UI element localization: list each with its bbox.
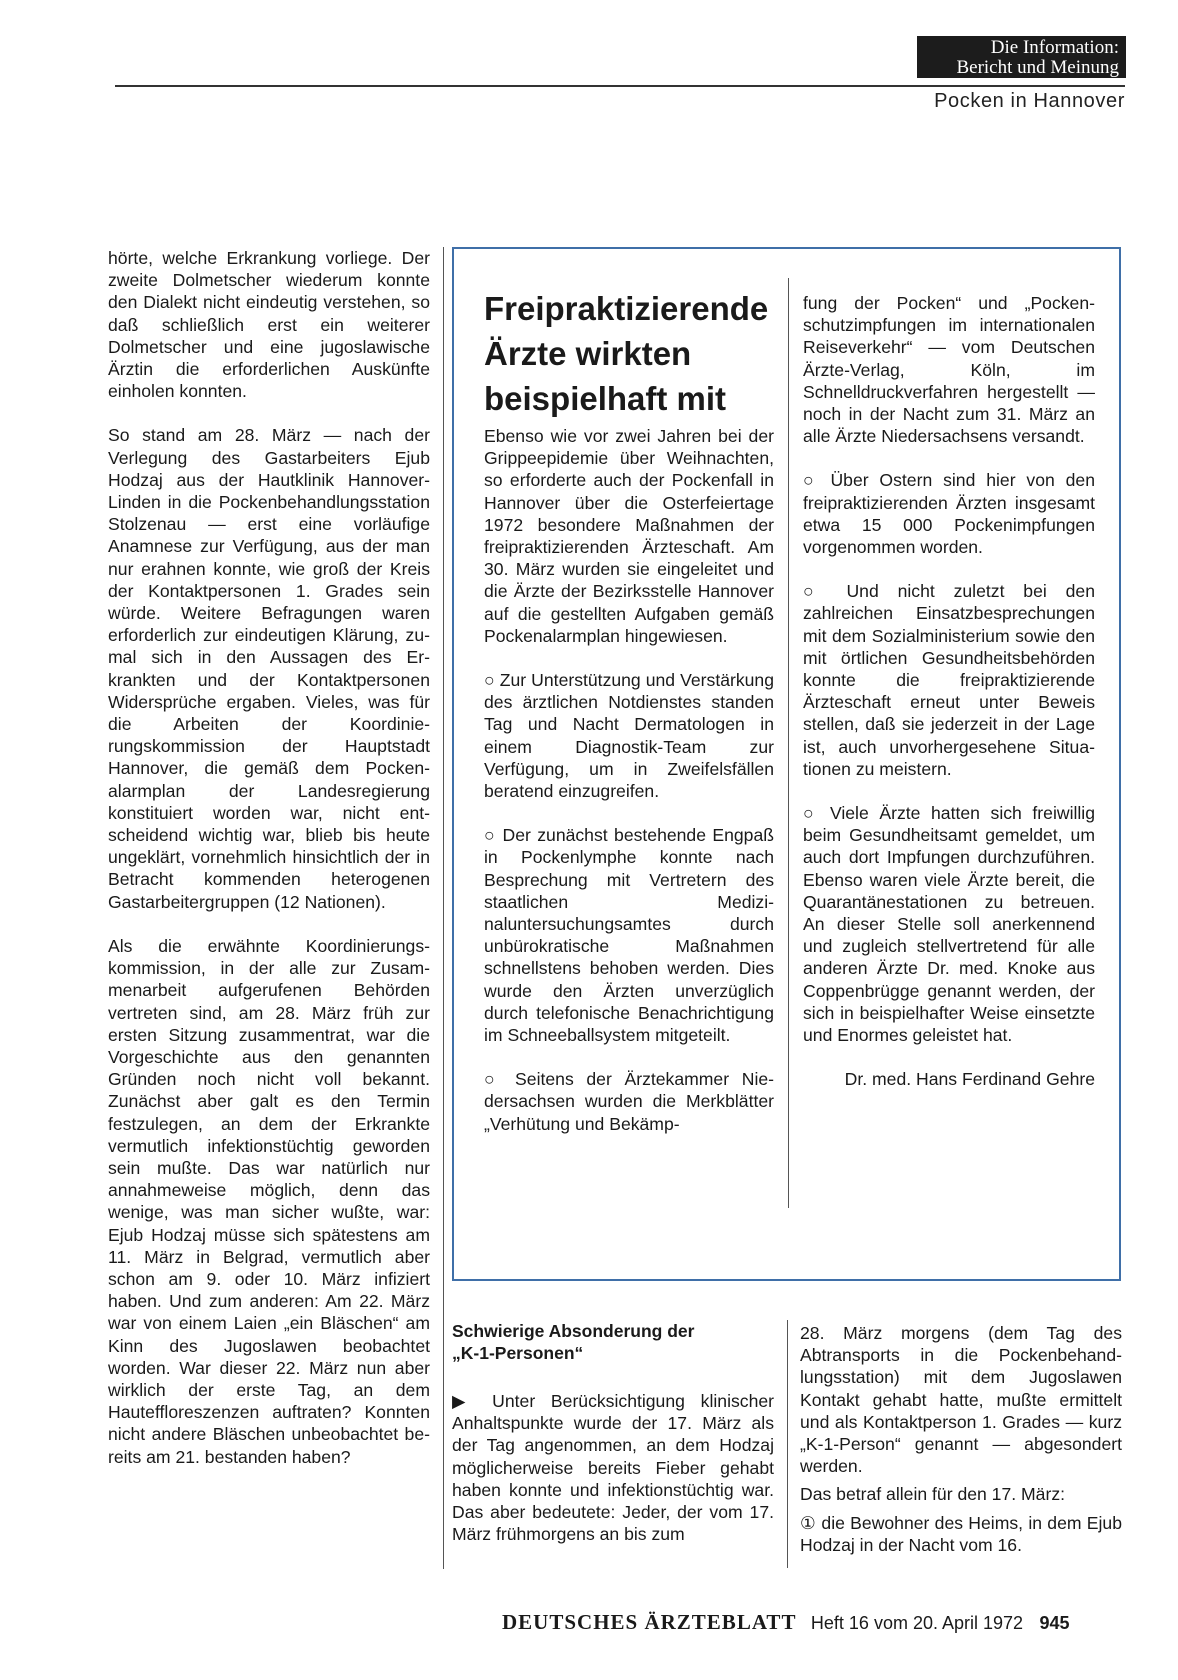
paragraph: 28. März morgens (dem Tag des Abtransports in die Pockenbehandlungsstation) mit dem Jugoslawen Kontakt gehabt hatte, mußte ermittelt und als Kontaktperson 1. Grades — kurz „K-1-Person“ genannt — abgesondert werden. <box>800 1323 1122 1477</box>
bullet-paragraph: ○ Über Ostern sind hier von den freipraktizierenden Ärzten insgesamt etwa 15 000 Pockenimpfungen vorgenommen worden. <box>803 470 1095 558</box>
header-rule <box>115 85 1125 87</box>
section-badge <box>917 36 1126 78</box>
paragraph: ▶ Unter Berücksichtigung klinischer Anhaltspunkte wurde der 17. März als der Tag angenommen, an dem Hodzaj möglicherweise bereits Fieber gehabt haben konnte und infektionstüchtig war. Das aber bedeutete: Jeder, der vom 17. März frühmorgens an bis zum <box>452 1391 774 1545</box>
paragraph: fung der Pocken“ und „Pockenschutzimpfungen im internationalen Reiseverkehr“ — vom Deutschen Ärzte-Verlag, Köln, im Schnelldruckverfahren hergestellt — noch in der Nacht zum 31. März an alle Ärzte Niedersachsens versandt. <box>803 293 1095 447</box>
bullet-paragraph: ○ Viele Ärzte hatten sich freiwillig beim Gesundheitsamt gemeldet, um auch dort Impfungen durchzuführen. Ebenso waren viele Ärzte bereit, die Quarantänestationen zu betreuen. An dieser Stelle soll anerkennend und zugleich stellvertretend für alle anderen Ärzte Dr. med. Knoke aus Coppenbrügge genannt werden, der sich in beispielhafter Weise einsetzte und Enormes geleistet hat. <box>803 803 1095 1046</box>
badge-line-1: Die Information: <box>990 37 1119 58</box>
paragraph: Ebenso wie vor zwei Jahren bei der Grippeepidemie über Weihnachten, so erforderte auch der Pockenfall in Hannover über die Osterfeiertage 1972 besondere Maßnahmen der freipraktizierenden Ärzteschaft. Am 30. März wurden sie eingeleitet und die Ärzte der Bezirksstelle Hannover auf die gestellten Aufgaben gemäß Pockenalarmplan hingewiesen. <box>484 426 774 646</box>
section-title: Pocken in Hannover <box>934 90 1125 112</box>
paragraph: hörte, welche Erkrankung vorliege. Der zweite Dolmetscher wiederum konnte den Dialekt nicht eindeutig verstehen, so daß schließlich erst ein weiterer Dolmetscher und eine jugoslawische Ärztin die erforderlichen Auskünfte einholen konnten. <box>108 248 430 402</box>
left-column <box>108 247 430 1468</box>
subheading: Schwierige Absonderung der „K-1-Personen“ <box>452 1321 695 1363</box>
page-footer <box>502 1610 1070 1635</box>
column-divider <box>443 247 444 1569</box>
paragraph: Das betraf allein für den 17. März: <box>800 1484 1066 1505</box>
box-right-column <box>803 292 1095 1091</box>
paragraph: Als die erwähnte Koordinierungskommission, in der alle zur Zusammenarbeit aufgerufenen Behörden vertreten sind, am 28. März früh zur ersten Sitzung zusammentrat, war die Vorgeschichte aus den genannten Gründen noch nicht voll bekannt. Zunächst aber galt es den Termin festzulegen, an dem der Erkrankte vermutlich infektionstüchtig geworden sein mußte. Das war natürlich nur annahmeweise möglich, denn das wenige, was man sicher wußte, war: Ejub Hodzaj müsse sich spätestens am 11. März in Belgrad, vermutlich aber schon am 9. oder 10. März infiziert haben. Und zum anderen: Am 22. März war von einem Laien „ein Bläschen“ am Kinn des Jugoslawen beobachtet worden. War dieser 22. März nun aber wirklich der erste Tag, an dem Hauteffloreszenzen auftraten? Konnten nicht andere Bläschen unbeobachtet bereits am 21. bestanden haben? <box>108 935 430 1467</box>
journal-name: DEUTSCHES ÄRZTEBLATT <box>502 1610 797 1634</box>
page-number: 945 <box>1039 1613 1070 1633</box>
badge-line-2: Bericht und Meinung <box>956 57 1119 78</box>
box-column-divider <box>788 278 789 1208</box>
bullet-paragraph: ○ Und nicht zuletzt bei den zahlreichen Einsatzbesprechungen mit dem Sozialministerium sowie den mit örtlichen Gesundheitsbehörden konnte die freipraktizierende Ärzteschaft erneut unter Beweis stellen, daß sie jederzeit in der Lage ist, auch unvorhergesehene Situationen zu meistern. <box>803 581 1095 779</box>
author-signature: Dr. med. Hans Ferdinand Gehre <box>844 1069 1095 1090</box>
paragraph: ① die Bewohner des Heims, in dem Ejub Hodzaj in der Nacht vom 16. <box>800 1512 1122 1555</box>
bullet-paragraph: ○ Zur Unterstützung und Verstärkung des ärztlichen Notdienstes standen Tag und Nacht Dermatologen in einem Diagnostik-Team zur Verfügung, um in Zweifelsfällen beratend einzugreifen. <box>484 670 774 802</box>
box-left-column <box>484 425 774 1135</box>
bullet-paragraph: ○ Seitens der Ärztekammer Niedersachsen wurden die Merkblätter „Verhütung und Bekämp- <box>484 1069 774 1134</box>
issue-info: Heft 16 vom 20. April 1972 <box>810 1613 1024 1633</box>
column-divider <box>787 1320 788 1568</box>
box-headline: Freipraktizierende Ärzte wirkten beispielhaft mit <box>484 290 769 417</box>
bullet-paragraph: ○ Der zunächst bestehende Engpaß in Pockenlymphe konnte nach Besprechung mit Vertretern des staatlichen Medizinaluntersuchungsamtes durch unbürokratische Maßnahmen schnellstens behoben werden. Dies wurde den Ärzten unverzüglich durch telefonische Benachrichtigung im Schneeballsystem mitgeteilt. <box>484 825 774 1046</box>
bottom-right-column <box>800 1322 1122 1556</box>
bottom-middle-column <box>452 1390 774 1545</box>
paragraph: So stand am 28. März — nach der Verlegung des Gastarbeiters Ejub Hodzaj aus der Hautklinik Hannover-Linden in die Pockenbehandlungsstation Stolzenau — erst eine vorläufige Anamnese zur Verfügung, aus der man nur erahnen konnte, wie groß der Kreis der Kontaktpersonen 1. Grades sein würde. Weitere Befragungen waren erforderlich zur eindeutigen Klärung, zumal sich in den Aussagen des Erkrankten und der Kontaktpersonen Widersprüche ergaben. Vieles, was für die Arbeiten der Koordinierungskommission der Hauptstadt Hannover, die gemäß dem Pockenalarmplan der Landesregierung konstituiert worden war, nicht entscheidend wichtig war, blieb bis heute ungeklärt, vornehmlich hinsichtlich der in Betracht kommenden heterogenen Gastarbeitergruppen (12 Nationen). <box>108 425 430 912</box>
